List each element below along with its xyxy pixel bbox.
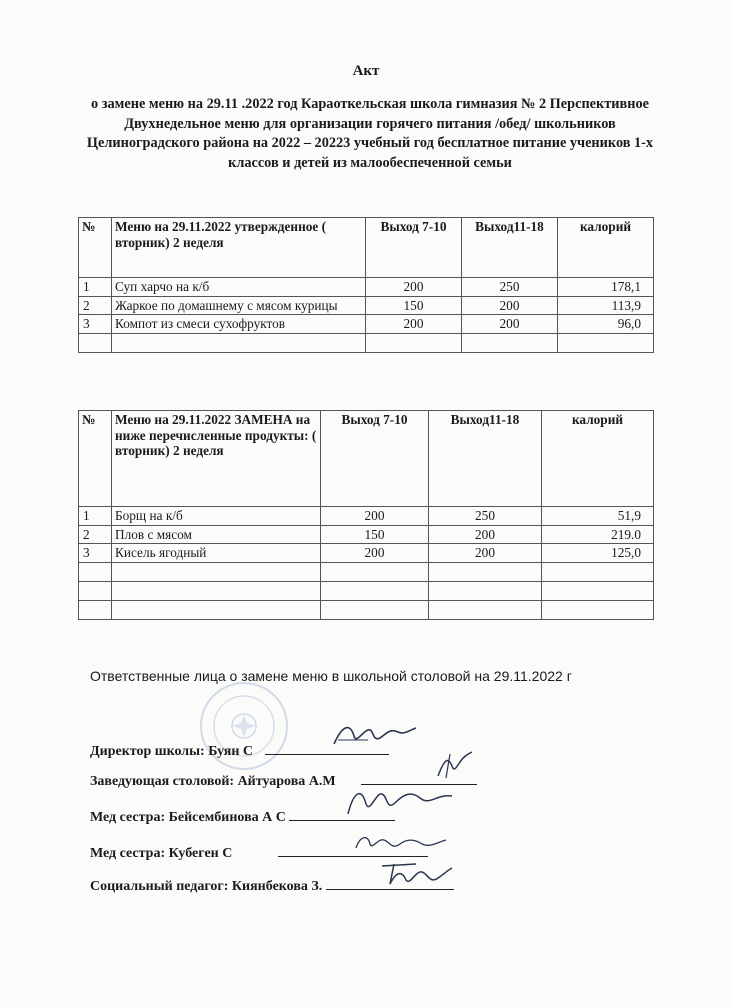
empty-row: [79, 562, 654, 581]
dish-name: Борщ на к/б: [112, 507, 321, 526]
dish-name: Жаркое по домашнему с мясом курицы: [112, 296, 366, 315]
nurse-1-label: Мед сестра: Бейсембинова А С: [90, 810, 286, 825]
table-row: [79, 507, 654, 526]
social-pedagogue-signature: [376, 858, 456, 890]
table-row: [79, 525, 654, 544]
canteen-head-label: Заведующая столовой: Айтуарова А.М: [90, 774, 336, 789]
output-7-10: 150: [321, 525, 429, 544]
col-menu-header: Меню на 29.11.2022 ЗАМЕНА на ниже перечисленные продукты: ( вторник) 2 неделя: [112, 411, 321, 507]
col-output-11-18-header: Выход11-18: [462, 218, 558, 278]
empty-row: [79, 581, 654, 600]
calories: 178,1: [558, 278, 654, 297]
dish-name: Суп харчо на к/б: [112, 278, 366, 297]
output-11-18: 250: [462, 278, 558, 297]
output-7-10: 150: [366, 296, 462, 315]
col-output-11-18-header: Выход11-18: [429, 411, 542, 507]
col-menu-header: Меню на 29.11.2022 утвержденное ( вторник) 2 неделя: [112, 218, 366, 278]
output-7-10: 200: [321, 544, 429, 563]
calories: 125,0: [542, 544, 654, 563]
nurse-1-signature: [340, 784, 460, 820]
row-number: 2: [79, 296, 112, 315]
col-calories-header: калорий: [542, 411, 654, 507]
row-number: 1: [79, 278, 112, 297]
nurse-2-label: Мед сестра: Кубеген С: [90, 846, 233, 861]
table-header-row: [79, 411, 654, 507]
responsible-persons-line: Ответственные лица о замене меню в школьной столовой на 29.11.2022 г: [90, 668, 572, 684]
table-row: [79, 278, 654, 297]
col-number-header: №: [79, 411, 112, 507]
dish-name: Кисель ягодный: [112, 544, 321, 563]
output-7-10: 200: [366, 315, 462, 334]
table-row: [79, 315, 654, 334]
output-11-18: 200: [429, 544, 542, 563]
output-11-18: 200: [429, 525, 542, 544]
row-number: 3: [79, 315, 112, 334]
row-number: 1: [79, 507, 112, 526]
col-output-7-10-header: Выход 7-10: [321, 411, 429, 507]
output-11-18: 200: [462, 296, 558, 315]
calories: 113,9: [558, 296, 654, 315]
approved-menu-table: [78, 217, 654, 353]
dish-name: Компот из смеси сухофруктов: [112, 315, 366, 334]
doc-title: Акт: [352, 63, 380, 79]
output-11-18: 250: [429, 507, 542, 526]
output-7-10: 200: [366, 278, 462, 297]
empty-row: [79, 600, 654, 619]
director-label: Директор школы: Буян С: [90, 744, 254, 759]
social-pedagogue-label: Социальный педагог: Киянбекова З.: [90, 879, 323, 894]
dish-name: Плов с мясом: [112, 525, 321, 544]
empty-row: [79, 333, 654, 352]
table-header-row: [79, 218, 654, 278]
replacement-menu-table: [78, 410, 654, 620]
canteen-head-signature: [428, 750, 478, 782]
col-output-7-10-header: Выход 7-10: [366, 218, 462, 278]
nurse-2-signature: [350, 826, 450, 856]
row-number: 2: [79, 525, 112, 544]
doc-heading: о замене меню на 29.11 .2022 год Караоткельская школа гимназия № 2 Перспективное Двухнедельное меню для организации горячего питания /обед/ школьников Целиноградского района на 2022 – 20223 учебный год бесплатное питание учеников 1-х классов и детей из малообеспеченной семьи: [86, 96, 654, 171]
table-row: [79, 544, 654, 563]
director-signature: [328, 718, 420, 752]
col-calories-header: калорий: [558, 218, 654, 278]
output-7-10: 200: [321, 507, 429, 526]
calories: 96,0: [558, 315, 654, 334]
table-row: [79, 296, 654, 315]
calories: 51,9: [542, 507, 654, 526]
col-number-header: №: [79, 218, 112, 278]
row-number: 3: [79, 544, 112, 563]
calories: 219.0: [542, 525, 654, 544]
output-11-18: 200: [462, 315, 558, 334]
